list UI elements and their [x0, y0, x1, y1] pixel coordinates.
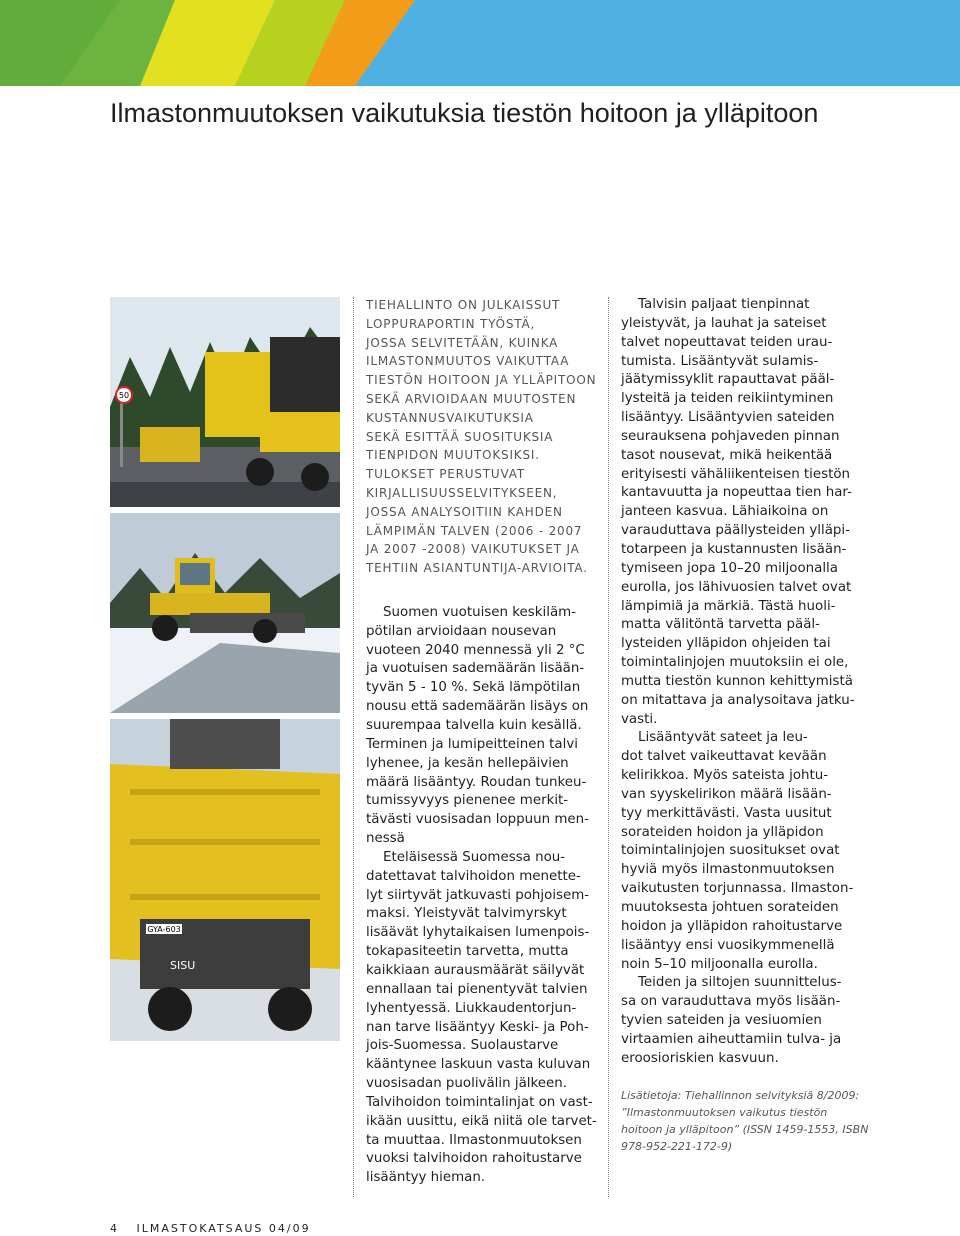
intro-line: TULOKSET PERUSTUVAT — [366, 467, 525, 482]
body-line: vuoteen 2040 mennessä yli 2 °C — [366, 642, 585, 658]
column-right — [621, 296, 869, 1155]
intro-line: TIEHALLINTO ON JULKAISSUT — [366, 298, 561, 312]
body-line: jois-Suomessa. Suolaustarve — [366, 1038, 559, 1054]
body-text-middle — [366, 604, 596, 1188]
body-line: nessä — [366, 831, 405, 847]
body-line: datettavat talvihoidon menette- — [366, 868, 581, 884]
body-line: muutoksesta johtuen sorateiden — [621, 900, 839, 915]
body-line: vuoksi talvihoidon rahoitustarve — [366, 1151, 582, 1167]
body-line: Talvihoidon toimintalinjat on vast- — [366, 1094, 593, 1110]
body-line: lisääntyy. Lisääntyvien sateiden — [621, 410, 835, 426]
body-line: van syyskelirikon määrä lisään- — [621, 786, 832, 802]
body-line: kääntynee laskuun vasta kuluvan — [366, 1057, 591, 1073]
body-line: lysteitä ja teiden reikiintyminen — [621, 391, 834, 407]
body-line: tyy merkittävästi. Vasta uusitut — [621, 805, 832, 821]
intro-line: TEHTIIN ASIANTUNTIJA-ARVIOITA. — [366, 561, 588, 576]
body-line: talvet nopeuttavat teiden urau- — [621, 334, 833, 350]
body-line: määrä lisääntyy. Roudan tunkeu- — [366, 774, 587, 790]
body-line: lisääntyy ensi vuosikymmenellä — [621, 937, 835, 953]
body-line: lyhentyessä. Liukkaudentorjun- — [366, 1000, 577, 1016]
body-line: sa on varauduttava myös lisään- — [621, 994, 841, 1010]
intro-line: SEKÄ ESITTÄÄ SUOSITUKSIA — [366, 429, 554, 444]
body-line: lyt siirtyvät jatkuvasti pohjoisem- — [366, 887, 590, 903]
body-line: tymiseen jopa 10–20 miljoonalla — [621, 560, 838, 576]
body-line: hyviä myös ilmastonmuutoksen — [621, 862, 835, 878]
note-line: Lisätietoja: Tiehallinnon selvityksiä 8/2009: — [621, 1088, 860, 1102]
intro-line: SEKÄ ARVIOIDAAN MUUTOSTEN — [366, 391, 577, 406]
column-middle — [366, 296, 596, 1188]
truck-brand: SISU — [170, 959, 196, 972]
body-line: totarpeen ja kustannusten lisään- — [621, 541, 847, 557]
header-banner — [0, 0, 960, 86]
intro-line: LÄMPIMÄN TALVEN (2006 - 2007 — [366, 523, 583, 538]
page-number: 4 — [110, 1222, 119, 1235]
body-line: Teiden ja siltojen suunnittelus- — [621, 975, 842, 991]
intro-line: JA 2007 -2008) VAIKUTUKSET JA — [366, 542, 580, 557]
body-line: nan tarve lisääntyy Keski- ja Poh- — [366, 1019, 589, 1035]
column-divider — [608, 297, 609, 1197]
body-line: hoidon ja ylläpidon rahoitustarve — [621, 918, 843, 934]
body-line: jäätymissyklit rapauttavat pääl- — [621, 372, 835, 388]
body-line: suurempaa talvella kuin kesällä. — [366, 718, 582, 734]
intro-line: ILMASTONMUUTOS VAIKUTTAA — [366, 354, 570, 369]
body-line: ta muuttaa. Ilmastonmuutoksen — [366, 1132, 582, 1148]
intro-line: KUSTANNUSVAIKUTUKSIA — [366, 410, 534, 425]
body-line: ja vuotuisen sademäärän lisään- — [366, 661, 585, 677]
body-line: Lisääntyvät sateet ja leu- — [621, 730, 808, 746]
intro-text — [366, 296, 596, 578]
body-line: virtaamien aiheuttamiin tulva- ja — [621, 1031, 842, 1047]
intro-line: LOPPURAPORTIN TYÖSTÄ, — [366, 316, 536, 331]
body-line: toimintalinjojen muutoksiin ei ole, — [621, 655, 849, 671]
body-line: pötilan arvioidaan nousevan — [366, 623, 557, 639]
body-line: tyvien sateiden ja vesiuomien — [621, 1013, 822, 1029]
body-line: kelirikkoa. Myös sateista johtu- — [621, 768, 829, 784]
sanding-truck-photo — [110, 719, 340, 1041]
body-line: lysteiden ylläpidon ohjeiden tai — [621, 636, 831, 652]
body-line: lämpimiä ja märkiä. Tästä huoli- — [621, 598, 836, 614]
page-title: Ilmastonmuutoksen vaikutuksia tiestön hoitoon ja ylläpitoon — [110, 98, 819, 128]
body-line: tyvän 5 - 10 %. Sekä lämpötilan — [366, 680, 581, 696]
further-info-note — [621, 1087, 869, 1155]
body-line: seurauksena pohjaveden pinnan — [621, 428, 840, 444]
body-line: lisääntyy hieman. — [366, 1170, 486, 1186]
body-line: nousu että sademäärän lisäys on — [366, 699, 589, 715]
note-line: hoitoon ja ylläpitoon” (ISSN 1459-1553, ISBN — [621, 1122, 869, 1136]
body-line: tumissyvyys pienenee merkit- — [366, 793, 569, 809]
body-line: Eteläisessä Suomessa nou- — [366, 849, 566, 865]
speed-sign-label: 50 — [118, 391, 130, 400]
body-line: toimintalinjojen suositukset ovat — [621, 843, 840, 859]
body-line: vasti. — [621, 711, 658, 727]
intro-line: JOSSA ANALYSOITIIN KAHDEN — [366, 504, 563, 519]
note-line: 978-952-221-172-9) — [621, 1139, 733, 1153]
body-line: eurolla, jos lähivuosien talvet ovat — [621, 579, 852, 595]
body-line: vaikutusten torjunnassa. Ilmaston- — [621, 881, 854, 897]
body-line: Terminen ja lumipeitteinen talvi — [366, 736, 579, 752]
intro-line: KIRJALLISUUSSELVITYKSEEN, — [366, 485, 558, 500]
road-grader-photo — [110, 513, 340, 713]
body-line: erityisesti vähäliikenteisen tiestön — [621, 466, 851, 482]
intro-line: JOSSA SELVITETÄÄN, KUINKA — [366, 335, 559, 350]
body-line: tasot nousevat, mikä heikentää — [621, 447, 833, 463]
body-line: sorateiden hoidon ja ylläpidon — [621, 824, 824, 840]
publication-name: ILMASTOKATSAUS 04/09 — [136, 1222, 311, 1235]
body-line: tävästi vuosisadan loppuun men- — [366, 812, 589, 828]
body-line: kantavuutta ja nopeuttaa tien har- — [621, 485, 852, 501]
body-line: on mitattava ja analysoitava jatku- — [621, 692, 855, 708]
intro-line: TIENPIDON MUUTOKSIKSI. — [366, 448, 540, 463]
note-line: ”Ilmastonmuutoksen vaikutus tiestön — [621, 1105, 828, 1119]
body-line: ikään uusittu, eikä niitä ole tarvet- — [366, 1113, 597, 1129]
body-text-right — [621, 296, 857, 1069]
license-plate: GYA-603 — [147, 925, 181, 934]
body-line: maksi. Yleistyvät talvimyrskyt — [366, 906, 567, 922]
body-line: dot talvet vaikeuttavat kevään — [621, 749, 827, 765]
body-line: lyhenee, ja kesän hellepäivien — [366, 755, 569, 771]
body-line: ennallaan tai pienentyvät talvien — [366, 981, 588, 997]
column-divider — [353, 297, 354, 1197]
body-line: tokapasiteetin tarvetta, mutta — [366, 944, 569, 960]
body-line: Suomen vuotuisen keskiläm- — [366, 604, 577, 620]
body-line: varauduttava päällysteiden ylläpi- — [621, 523, 850, 539]
paving-machine-photo — [110, 297, 340, 507]
body-line: eroosioriskien kasvuun. — [621, 1050, 779, 1066]
body-line: lisäävät lyhytaikaisen lumenpois- — [366, 925, 590, 941]
body-line: tumista. Lisääntyvät sulamis- — [621, 353, 819, 369]
body-line: vuosisadan puolivälin jälkeen. — [366, 1076, 568, 1092]
body-line: kaikkiaan aurausmäärät säilyvät — [366, 962, 585, 978]
body-line: yleistyvät, ja lauhat ja sateiset — [621, 315, 827, 331]
body-line: mutta tiestön kunnon kehittymistä — [621, 673, 853, 689]
body-line: noin 5–10 miljoonalla eurolla. — [621, 956, 818, 972]
intro-line: TIESTÖN HOITOON JA YLLÄPITOON — [366, 373, 597, 388]
page-footer — [110, 1222, 311, 1235]
body-line: janteen kasvua. Lähiaikoina on — [621, 504, 829, 520]
body-line: matta välitöntä tarvetta pääl- — [621, 617, 820, 633]
body-line: Talvisin paljaat tienpinnat — [621, 297, 810, 312]
